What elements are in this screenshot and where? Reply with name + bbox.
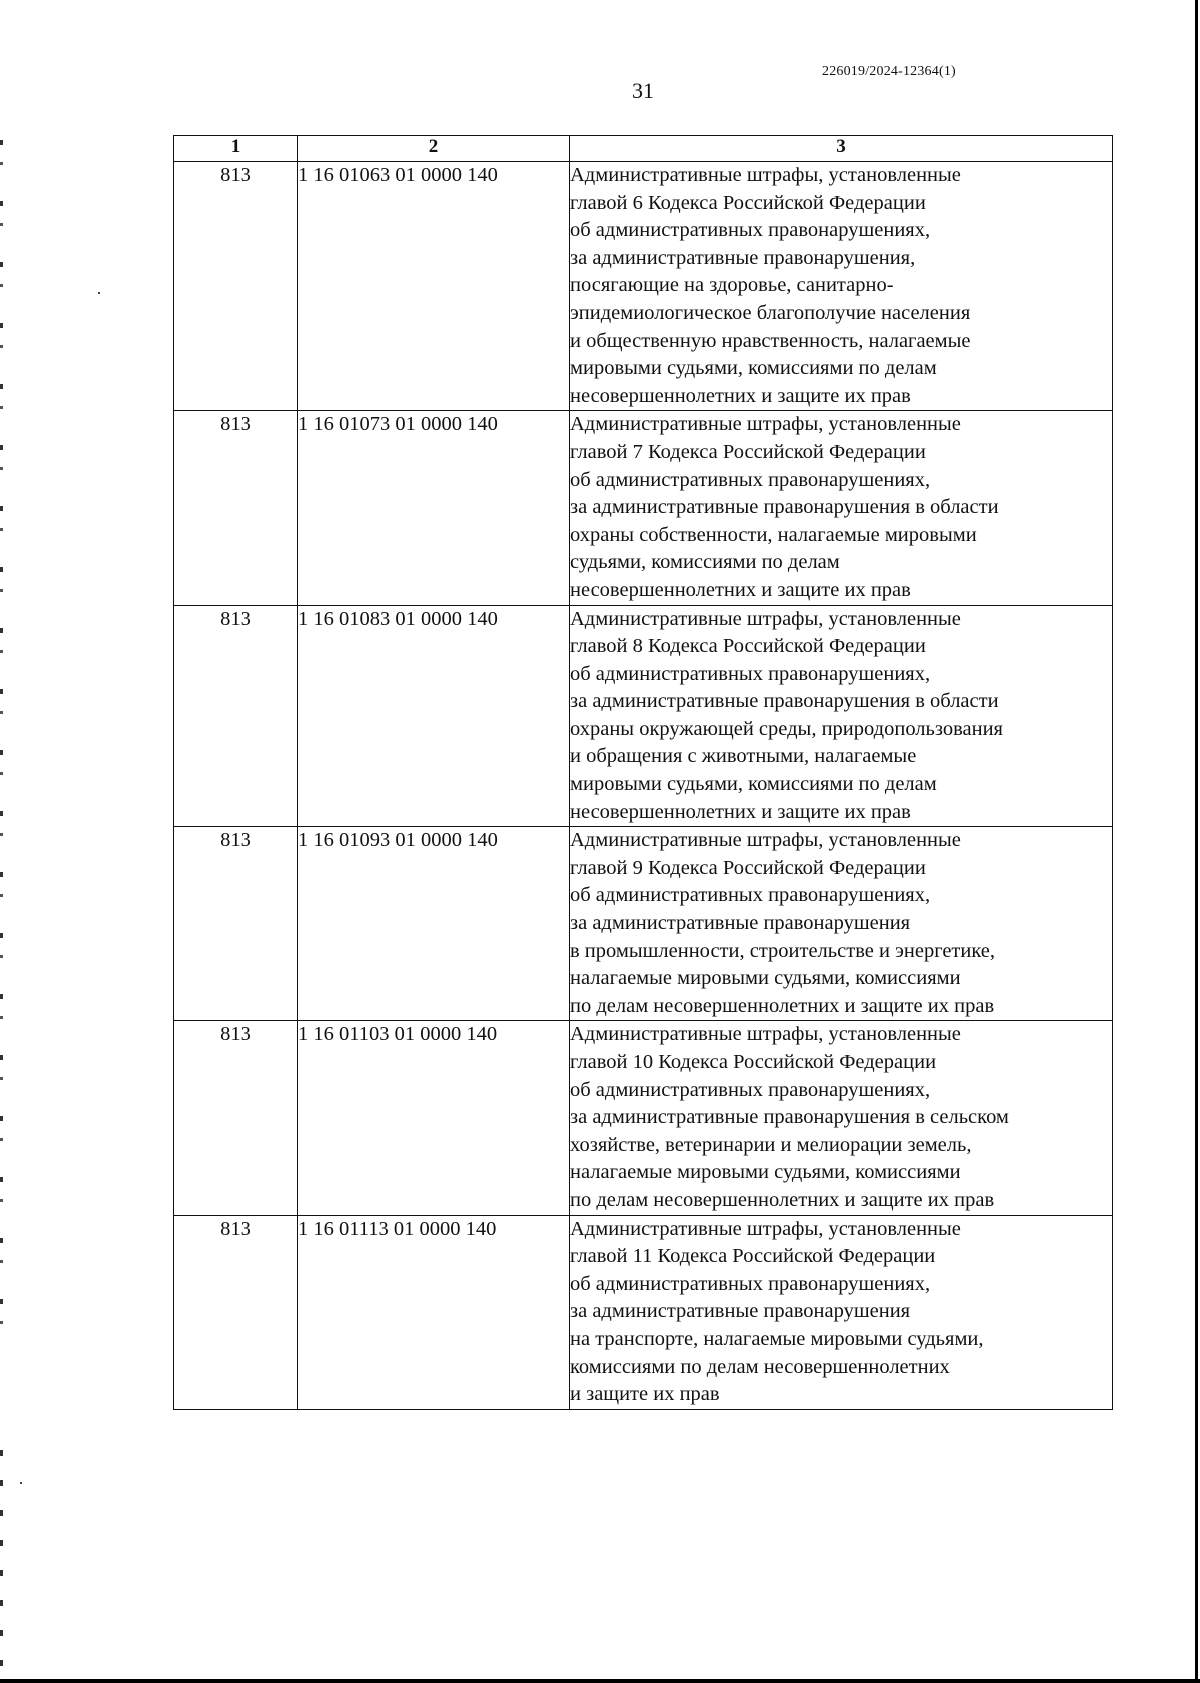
description-line: об административных правонарушениях, <box>570 884 931 907</box>
description-line: Административные штрафы, установленные <box>570 829 961 852</box>
description-line: хозяйстве, ветеринарии и мелиорации земель, <box>570 1133 972 1156</box>
description-line: несовершеннолетних и защите их прав <box>570 384 911 407</box>
agency-code-cell: 813 <box>174 411 298 605</box>
description-cell <box>570 605 1113 827</box>
description-line: посягающие на здоровье, санитарно- <box>570 274 894 297</box>
table-body <box>174 162 1113 1410</box>
description-line: и общественную нравственность, налагаемые <box>570 329 971 352</box>
agency-code-cell: 813 <box>174 1215 298 1409</box>
description-line: мировыми судьями, комиссиями по делам <box>570 773 937 796</box>
description-line: и обращения с животными, налагаемые <box>570 745 917 768</box>
scan-speck <box>98 292 100 294</box>
description-line: охраны окружающей среды, природопользования <box>570 717 1003 740</box>
scan-speck <box>20 1482 22 1484</box>
budget-classification-code-cell: 1 16 01063 01 0000 140 <box>298 162 570 411</box>
description-line: главой 6 Кодекса Российской Федерации <box>570 191 926 214</box>
scan-border-bottom <box>0 1679 1200 1683</box>
description-line: главой 11 Кодекса Российской Федерации <box>570 1245 936 1268</box>
table-header-row <box>174 136 1113 162</box>
description-line: за административные правонарушения <box>570 1300 911 1323</box>
description-line: по делам несовершеннолетних и защите их прав <box>570 994 995 1017</box>
description-cell <box>570 827 1113 1021</box>
description-line: несовершеннолетних и защите их прав <box>570 800 911 823</box>
description-line: за административные правонарушения в области <box>570 496 999 519</box>
agency-code-cell: 813 <box>174 162 298 411</box>
description-line: в промышленности, строительстве и энергетике, <box>570 939 996 962</box>
description-line: главой 9 Кодекса Российской Федерации <box>570 856 926 879</box>
budget-classification-code-cell: 1 16 01083 01 0000 140 <box>298 605 570 827</box>
table-row <box>174 1021 1113 1215</box>
description-line: об административных правонарушениях, <box>570 662 931 685</box>
page-number: 31 <box>632 78 654 103</box>
description-line: несовершеннолетних и защите их прав <box>570 578 911 601</box>
agency-code-cell: 813 <box>174 605 298 827</box>
description-line: Административные штрафы, установленные <box>570 607 961 630</box>
column-header-2: 2 <box>298 136 570 162</box>
description-cell <box>570 1021 1113 1215</box>
description-line: за административные правонарушения в сельском <box>570 1106 1009 1129</box>
description-line: Административные штрафы, установленные <box>570 1217 961 1240</box>
description-cell <box>570 411 1113 605</box>
description-line: главой 7 Кодекса Российской Федерации <box>570 440 926 463</box>
table-row <box>174 1215 1113 1409</box>
description-line: эпидемиологическое благополучие населения <box>570 301 971 324</box>
budget-classification-code-cell: 1 16 01093 01 0000 140 <box>298 827 570 1021</box>
description-line: за административные правонарушения <box>570 912 911 935</box>
description-line: и защите их прав <box>570 1383 720 1406</box>
description-line: Административные штрафы, установленные <box>570 164 961 186</box>
description-line: главой 8 Кодекса Российской Федерации <box>570 635 926 658</box>
description-line: Административные штрафы, установленные <box>570 1023 961 1046</box>
scan-border-right <box>1195 0 1198 1683</box>
agency-code-cell: 813 <box>174 827 298 1021</box>
column-header-1: 1 <box>174 136 298 162</box>
description-line: мировыми судьями, комиссиями по делам <box>570 357 937 380</box>
budget-classification-code-cell: 1 16 01113 01 0000 140 <box>298 1215 570 1409</box>
table-row <box>174 162 1113 411</box>
description-line: за административные правонарушения в области <box>570 690 999 713</box>
description-line: главой 10 Кодекса Российской Федерации <box>570 1051 937 1073</box>
document-number: 226019/2024-12364(1) <box>822 64 956 79</box>
description-cell <box>570 162 1113 411</box>
description-line: об административных правонарушениях, <box>570 1078 931 1101</box>
budget-codes-table <box>173 135 1113 1410</box>
description-line: об административных правонарушениях, <box>570 219 931 242</box>
table-row <box>174 411 1113 605</box>
scan-edge-marks-lower <box>0 1450 3 1670</box>
description-line: налагаемые мировыми судьями, комиссиями <box>570 1161 961 1184</box>
description-line: Административные штрафы, установленные <box>570 413 961 436</box>
description-line: по делам несовершеннолетних и защите их прав <box>570 1188 995 1211</box>
agency-code-cell: 813 <box>174 1021 298 1215</box>
scan-edge-marks <box>0 140 3 1360</box>
description-line: об административных правонарушениях, <box>570 468 931 491</box>
column-header-3: 3 <box>570 136 1113 162</box>
description-line: судьями, комиссиями по делам <box>570 551 840 574</box>
description-line: комиссиями по делам несовершеннолетних <box>570 1355 950 1378</box>
budget-classification-code-cell: 1 16 01073 01 0000 140 <box>298 411 570 605</box>
table-row <box>174 827 1113 1021</box>
table-row <box>174 605 1113 827</box>
description-line: об административных правонарушениях, <box>570 1272 931 1295</box>
description-line: за административные правонарушения, <box>570 246 916 269</box>
description-cell <box>570 1215 1113 1409</box>
description-line: налагаемые мировыми судьями, комиссиями <box>570 967 961 990</box>
description-line: на транспорте, налагаемые мировыми судьями, <box>570 1327 984 1350</box>
budget-classification-code-cell: 1 16 01103 01 0000 140 <box>298 1021 570 1215</box>
description-line: охраны собственности, налагаемые мировыми <box>570 523 977 546</box>
